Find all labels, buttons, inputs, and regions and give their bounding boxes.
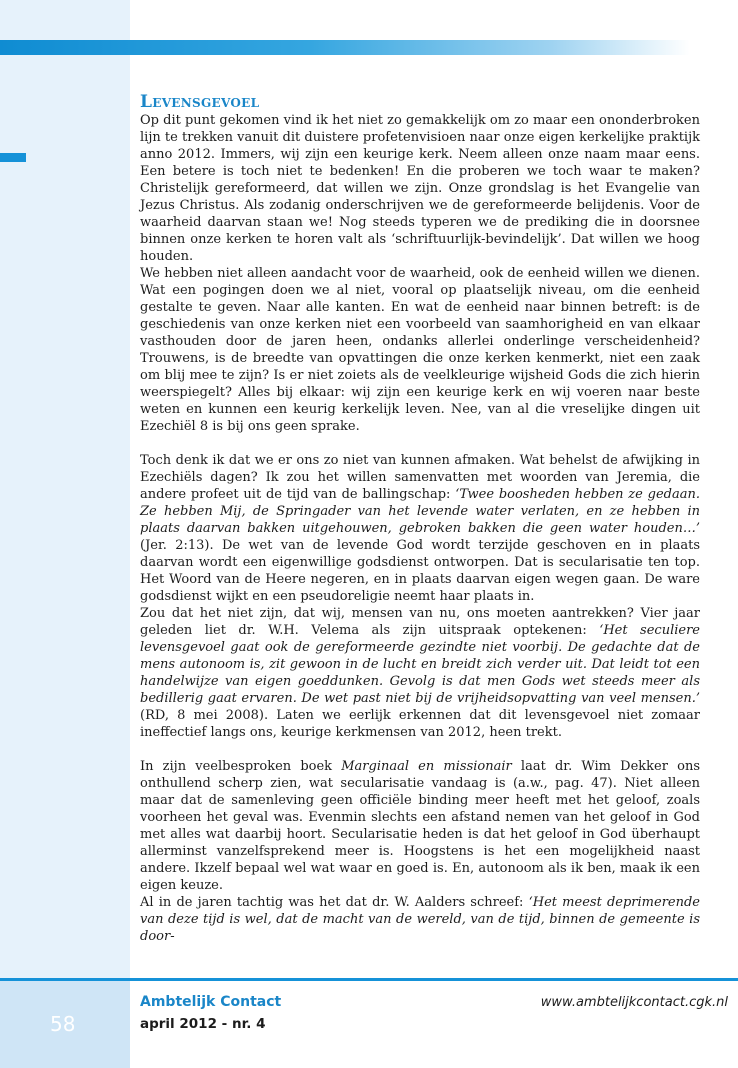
- paragraph-3-quote: ‘Twee boosheden hebben ze gedaan. Ze hebben Mij, de Springader van het levende water verlaten, en ze hebben in plaats daarvan bakken uitgehouwen, gebroken bakken die geen water houden…’: [140, 487, 700, 536]
- header-gradient-bar: [0, 40, 690, 55]
- section-heading: Levensgevoel: [140, 92, 260, 112]
- paragraph-3: [140, 452, 700, 605]
- paragraph-2: We hebben niet alleen aandacht voor de waarheid, ook de eenheid willen we dienen. Wat een pogingen doen we al niet, vooral op plaatselijk niveau, om die eenheid gestalte te geven. Naar alle kanten. En wat de eenheid naar binnen betreft: is de geschiedenis van onze kerken niet een voorbeeld van saamhorigheid en van elkaar vasthouden door de jaren heen, ondanks allerlei onderlinge verscheidenheid? Trouwens, is de breedte van opvattingen die onze kerken kenmerkt, niet een zaak om blij mee te zijn? Is er niet zoiets als de veelkleurige wijsheid Gods die zich hierin weerspiegelt? Alles bij elkaar: wij zijn een keurige kerk en wij voeren naar beste weten en kunnen een keurig kerkelijk leven. Nee, van al die vreselijke dingen uit Ezechiël 8 is bij ons geen sprake.: [140, 266, 700, 434]
- paragraph-4-text-b: (RD, 8 mei 2008). Laten we eerlijk erkennen dat dit levensgevoel niet zomaar ineffectief langs ons, keurige kerkmensen van 2012, heen trekt.: [140, 708, 700, 740]
- paragraph-5: [140, 758, 700, 894]
- website-link[interactable]: www.ambtelijkcontact.cgk.nl: [540, 995, 728, 1010]
- journal-title: Ambtelijk Contact: [140, 994, 282, 1010]
- paragraph-5-text-b: laat dr. Wim Dekker ons onthullend scherp zien, wat secularisatie vandaag is (a.w., pag. 47). Niet alleen maar dat de samenleving geen officiële binding meer heeft met het geloof, zoals voorheen het geval was. Evenmin slechts een afstand nemen van het geloof in God met alles wat daarbij hoort. Secularisatie heden is dat het geloof in God überhaupt allerminst vanzelfsprekend meer is. Hoogstens is het een mogelijkheid naast andere. Ikzelf bepaal wel wat waar en goed is. En, autonoom als ik ben, maak ik een eigen keuze.: [140, 759, 700, 893]
- page-number: 58: [50, 1012, 76, 1036]
- paragraph-4-text-a: Zou dat het niet zijn, dat wij, mensen van nu, ons moeten aantrekken? Vier jaar geleden liet dr. W.H. Velema als zijn uitspraak optekenen:: [140, 606, 700, 638]
- footer-divider: [0, 978, 738, 981]
- paragraph-3-text-b: (Jer. 2:13). De wet van de levende God wordt terzijde geschoven en in plaats daarvan wordt een eigenwillige godsdienst ontworpen. Dat is secularisatie ten top. Het Woord van de Heere negeren, en in plaats daarvan eigen wegen gaan. De ware godsdienst wijkt en een pseudoreligie neemt haar plaats in.: [140, 538, 700, 604]
- issue-label: april 2012 - nr. 4: [140, 1016, 266, 1032]
- section-marker: [0, 153, 26, 162]
- paragraph-6-quote: ‘Het meest deprimerende van deze tijd is wel, dat de macht van de wereld, van de tijd, binnen de gemeente is door-: [140, 895, 700, 944]
- paragraph-1: Op dit punt gekomen vind ik het niet zo gemakkelijk om zo maar een ononderbroken lijn te trekken vanuit dit duistere profetenvisioen naar onze eigen kerkelijke praktijk anno 2012. Immers, wij zijn een keurige kerk. Neem alleen onze naam maar eens. Een betere is toch niet te bedenken! En die proberen we toch waar te maken? Christelijk gereformeerd, dat willen we zijn. Onze grondslag is het Evangelie van Jezus Christus. Als zodanig onderschrijven we de gereformeerde belijdenis. Voor de waarheid daarvan staan we! Nog steeds typeren we de prediking die in doorsnee binnen onze kerken te horen valt als ‘schriftuurlijk-bevindelijk’. Dat willen we hoog houden.: [140, 113, 700, 264]
- article-body: [140, 92, 700, 945]
- paragraph-5-text-a: In zijn veelbesproken boek: [140, 759, 342, 774]
- paragraph-6-text-a: Al in de jaren tachtig was het dat dr. W. Aalders schreef:: [140, 895, 529, 910]
- paragraph-6: [140, 894, 700, 945]
- paragraph-3-text-a: Toch denk ik dat we er ons zo niet van kunnen afmaken. Wat behelst de afwijking in Ezechiëls dagen? Ik zou het willen samenvatten met woorden van Jeremia, die andere profeet uit de tijd van de ballingschap:: [140, 453, 700, 502]
- book-title: Marginaal en missionair: [341, 759, 512, 774]
- paragraph-4-quote: ‘Het seculiere levensgevoel gaat ook de gereformeerde gezindte niet voorbij. De gedachte dat de mens autonoom is, zit gewoon in de lucht en breidt zich verder uit. Dat leidt tot een handelwijze van eigen goeddunken. Gevolg is dat men Gods wet steeds meer als bedillerig gaat ervaren. De wet past niet bij de vrijheidsopvatting van veel mensen.’: [140, 623, 700, 706]
- paragraph-4: [140, 605, 700, 741]
